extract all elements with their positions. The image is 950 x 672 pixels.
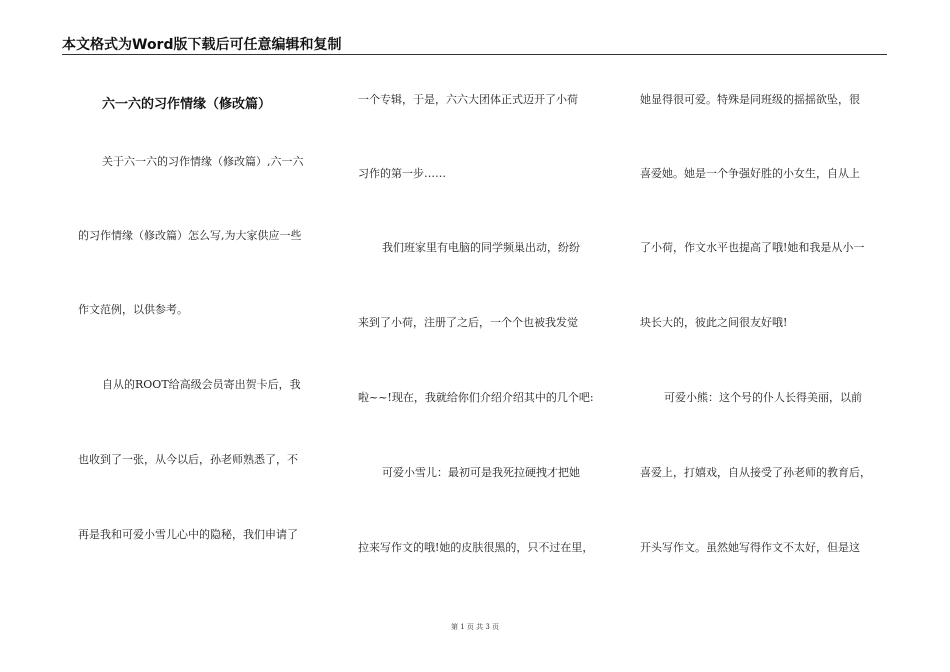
paragraph-line: 我们班家里有电脑的同学频巢出动，纷纷 bbox=[382, 241, 580, 254]
paragraph-line: 作文范例，以供参考。 bbox=[78, 303, 188, 316]
paragraph-line: 喜爱她。她是一个争强好胜的小女生，自从上 bbox=[640, 167, 860, 180]
paragraph-line: 可爱小雪儿：最初可是我死拉硬拽才把她 bbox=[382, 466, 580, 479]
paragraph-line: 喜爱上，打嬉戏，自从接受了孙老师的教育后， bbox=[640, 466, 871, 479]
paragraph-line: 自从的ROOT给高级会员寄出贺卡后，我 bbox=[102, 378, 301, 391]
paragraph-line: 关于六一六的习作情缘（修改篇）,六一六 bbox=[102, 155, 304, 168]
paragraph-line: 的习作情缘（修改篇）怎么写,为大家供应一些 bbox=[78, 229, 302, 242]
paragraph-line: 了小荷，作文水平也提高了哦!她和我是从小一 bbox=[640, 241, 865, 254]
document-title: 六一六的习作情缘（修改篇） bbox=[102, 97, 272, 112]
paragraph-line: 拉来写作文的哦!她的皮肤很黑的，只不过在里， bbox=[358, 541, 594, 554]
paragraph-line: 啦~~!现在，我就给你们介绍介绍其中的几个吧: bbox=[358, 391, 594, 404]
paragraph-line: 开头写作文。虽然她写得作文不太好，但是这 bbox=[640, 541, 860, 554]
paragraph-line: 也收到了一张，从今以后，孙老师熟悉了，不 bbox=[78, 453, 298, 466]
header-divider bbox=[62, 54, 887, 55]
paragraph-line: 再是我和可爱小雪儿心中的隐秘，我们申请了 bbox=[78, 528, 298, 541]
paragraph-line: 块长大的，彼此之间很友好哦! bbox=[640, 316, 788, 329]
paragraph-line: 她显得很可爱。特殊是同班级的摇摇欲坠，很 bbox=[640, 93, 860, 106]
paragraph-line: 来到了小荷，注册了之后，一个个也被我发觉 bbox=[358, 316, 578, 329]
page-indicator: 第 1 页 共 3 页 bbox=[450, 623, 500, 631]
header-banner: 本文格式为Word版下载后可任意编辑和复制 bbox=[62, 37, 342, 53]
paragraph-line: 习作的第一步…… bbox=[358, 167, 446, 180]
paragraph-line: 一个专辑，于是，六六大团体正式迈开了小荷 bbox=[358, 93, 578, 106]
paragraph-line: 可爱小熊：这个号的仆人长得美丽，以前 bbox=[664, 391, 862, 404]
